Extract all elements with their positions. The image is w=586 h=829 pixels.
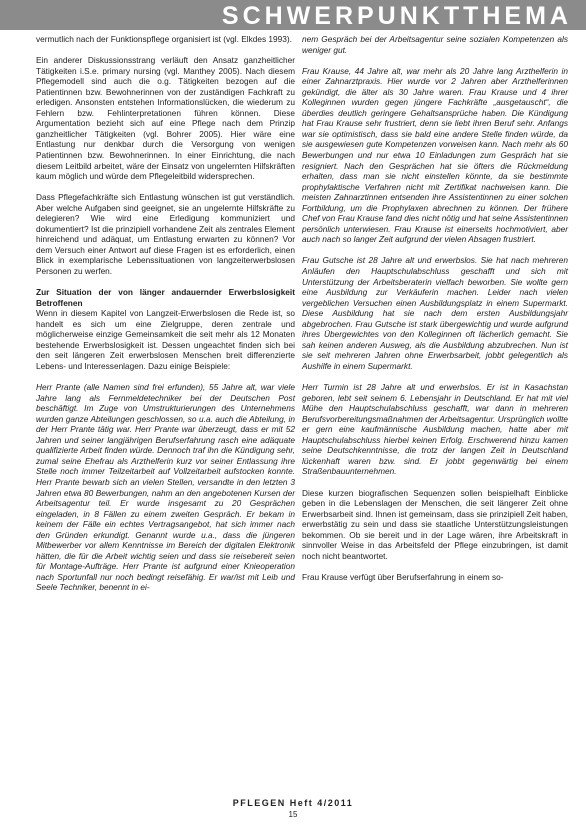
case-example-paragraph: Frau Krause, 44 Jahre alt, war mehr als 20 Jahre lang Arzthelferin in einer Zahnarztpraxis. Hier wurde vor 2 Jahren aber Arzthelferinnen gekündigt, die älter als 30 Jahre waren. Frau Krause und 4 ihrer Kolleginnen wurden gegen jüngere Fachkräfte „ausgetauscht“, die überdies deutlich geringere Gehaltsansprüche haben. Die Kündigung hat Frau Krause sehr frustriert, denn sie liebt ihren Beruf sehr. Anfangs war sie optimistisch, dass sie bald eine andere Stelle finden würde, da sie ausgewiesen gute Kompetenzen vorweisen kann. Nach mehr als 60 Bewerbungen und nur etwa 10 Einladungen zum Gespräch hat sie resigniert. Nach den Gesprächen hat sie öfters die Rückmeldung erhalten, dass man sie nicht einstellen könnte, da sie bestimmte prophylaktische Verfahren nicht mit Zertifikat nachweisen kann. Die meisten Zahnarztinnen entsenden ihre Assistentinnen zu einer solchen Fortbildung, um die Prophylaxen abrechnen zu können. Der frühere Chef von Frau Krause fand dies nicht nötig und hat seine Assistentinnen persönlich unterwiesen. Frau Krause ist einerseits hochmotiviert, aber auch nach so langer Zeit aufgrund der vielen Absagen frustriert. bbox=[302, 65, 568, 245]
paragraph: Dass Pflegefachkräfte sich Entlastung wünschen ist gut verständlich. Aber welche Aufgaben sind geeignet, sie an ungelernte Hilfskräfte zu delegieren? Wie wird eine Erledigung kommuniziert und dokumentiert? Ist die prinzipiell vorhandene Zeit als zentrales Element hinreichend und adäquat, um Entlastung erwarten zu können? Vor dem Versuch einer Antwort auf diese Fragen ist es erforderlich, einen Blick in exemplarische Lebenssituationen von langzeiterwerbslosen Personen zu werfen. bbox=[36, 192, 295, 277]
magazine-issue: PFLEGEN Heft 4/2011 bbox=[232, 798, 354, 808]
page-footer bbox=[0, 798, 586, 820]
paragraph: Diese kurzen biografischen Sequenzen sollen beispielhaft Einblicke geben in die Lebenslagen der Menschen, die seit längerer Zeit ohne Erwerbsarbeit sind. Ihnen ist gemeinsam, dass sie prinzipiell Zeit haben, erwerbstätig zu sein und dass sie staatliche Unterstützungsleistungen bekommen. Ob sie bereit und in der Lage wären, ihre Arbeitskraft in sinnvoller Weise in das Arbeitsfeld der Pflege einzubringen, ist damit noch nicht beantwortet. bbox=[302, 487, 568, 561]
section-title: SCHWERPUNKTTHEMA bbox=[221, 2, 572, 30]
paragraph: Ein anderer Diskussionsstrang verläuft den Ansatz ganzheitlicher Tätigkeiten i.S.e. primary nursing (vgl. Manthey 2005). Nach diesem Pflegemodell sind auch die o.g. Tätigkeiten bezogen auf die Patientinnen bzw. Bewohnerinnen von der zuständigen Fachkraft zu erledigen. Ansonsten entstehen Informationslücken, die wiederum zu Fehlern bzw. Fehlinterpretationen führen können. Diese Argumentation bezieht sich auf eine Pflege nach dem Prinzip ganzheitlicher Tätigkeiten (vgl. Bohrer 2005). Hier wäre eine Entlastung nur denkbar durch die Versorgung von wenigen Patientinnen bzw. Bewohnerinnen. In einer Einrichtung, die nach diesem Leitbild arbeitet, wäre der Einsatz von ungelernten Hilfskräften kaum möglich und würde dem Pflegeleitbild widersprechen. bbox=[36, 55, 295, 182]
case-example-paragraph: Herr Prante (alle Namen sind frei erfunden), 55 Jahre alt, war viele Jahre lang als Fernmeldetechniker bei der Deutschen Post beschäftigt. Im Zuge von Umstrukturierungen des Unternehmens wurden ganze Abteilungen geschlossen, so u.a. auch die Abteilung, in der Herr Prante tätig war. Herr Prante war überzeugt, dass er mit 52 Jahren und seiner langjährigen Berufserfahrung rasch eine adäquate qualifizierte Arbeit finden würde. Dennoch traf ihn die Kündigung sehr, zumal seine Ehefrau als Arzthelferin kurz vor seiner Entlassung ihre Stelle noch immer Teilzeitarbeit auf Vollzeitarbeit aufstocken konnte. Herr Prante bewarb sich an vielen Stellen, versandte in den letzten 3 Jahren etwa 80 Bewerbungen, nahm an den angebotenen Kursen der Arbeitsagentur teil. Er wurde insgesamt zu 20 Gesprächen eingeladen, in 8 Fällen zu einem zweiten Gespräch. Er bekam in keinem der Fälle ein echtes Vertragsangebot, hat sich immer nach den Gründen erkundigt. Genannt wurde u.a., dass die jüngeren Mitbewerber vor allem Kenntnisse im Bereich der digitalen Elektronik hätten, die für die Arbeit wichtig seien und dass sie reisebereit seien für Montage-Aufträge. Herr Prante ist aufgrund einer Knieoperation nach Sportunfall nur noch bedingt reisefähig. Er war/ist mit Leib und Seele Techniker, benennt in ei- bbox=[36, 382, 295, 593]
page-number: 15 bbox=[288, 810, 298, 819]
case-example-paragraph: Frau Gutsche ist 28 Jahre alt und erwerbslos. Sie hat nach mehreren Anläufen den Hauptschulabschluss geschafft und sich mit Unterstützung der Arbeitsberaterin vielfach beworben. Sie wollte gern eine Ausbildung zur Verkäuferin machen. Leider nach vielen vergeblichen Versuchen einen Ausbildungsplatz in einem Supermarkt. Diese Ausbildung hat sie nach dem ersten Ausbildungsjahr abgebrochen. Frau Gutsche ist stark übergewichtig und wurde aufgrund ihres Übergewichtes von den Kolleginnen oft lächerlich gemacht. Sie sah keinen anderen Ausweg, als die Ausbildung abzubrechen. Nun ist sie seit mehreren Jahren ohne Erwerbsarbeit, jobbt gelegentlich als Aushilfe in einem Supermarkt. bbox=[302, 255, 568, 371]
section-banner bbox=[0, 0, 586, 30]
left-column bbox=[36, 34, 295, 604]
paragraph: vermutlich nach der Funktionspflege organisiert ist (vgl. Elkdes 1993). bbox=[36, 34, 292, 44]
case-example-paragraph: nem Gespräch bei der Arbeitsagentur seine sozialen Kompetenzen als weniger gut. bbox=[302, 34, 568, 55]
right-column bbox=[302, 34, 568, 593]
paragraph: Wenn in diesem Kapitel von Langzeit-Erwerbslosen die Rede ist, so handelt es sich um eine Zielgruppe, deren zentrale und möglicherweise einzige Gemeinsamkeit die seit mehr als 12 Monaten bestehende Erwerbslosigkeit ist. Dessen ungeachtet finden sich bei den seit längeren Zeit erwerbslosen Menschen breit differenzierte Lebens- und Interessenlagen. Dazu einige Beispiele: bbox=[36, 308, 295, 371]
case-example-paragraph: Herr Turmin ist 28 Jahre alt und erwerbslos. Er ist in Kasachstan geboren, lebt seit seinem 6. Lebensjahr in Deutschland. Er hat mit viel Mühe den Hauptschulabschluss geschafft, war dann in mehreren Berufsvorbereitungsmaßnahmen der Arbeitsagentur. Ursprünglich wollte er gern eine kaufmännische Ausbildung machen, hatte aber mit Hauptschulabschluss hierbei keinen Erfolg. Erschwerend hinzu kamen seine Deutschkenntnisse, die trotz der langen Zeit in Deutschland lückenhaft waren bzw. sind. Er jobbt gegenwärtig bei einem Straßenbauunternehmen. bbox=[302, 382, 568, 477]
section-heading: Zur Situation der von länger andauernder Erwerbslosigkeit Betroffenen bbox=[36, 287, 295, 308]
paragraph: Frau Krause verfügt über Berufserfahrung in einem so- bbox=[302, 571, 504, 582]
